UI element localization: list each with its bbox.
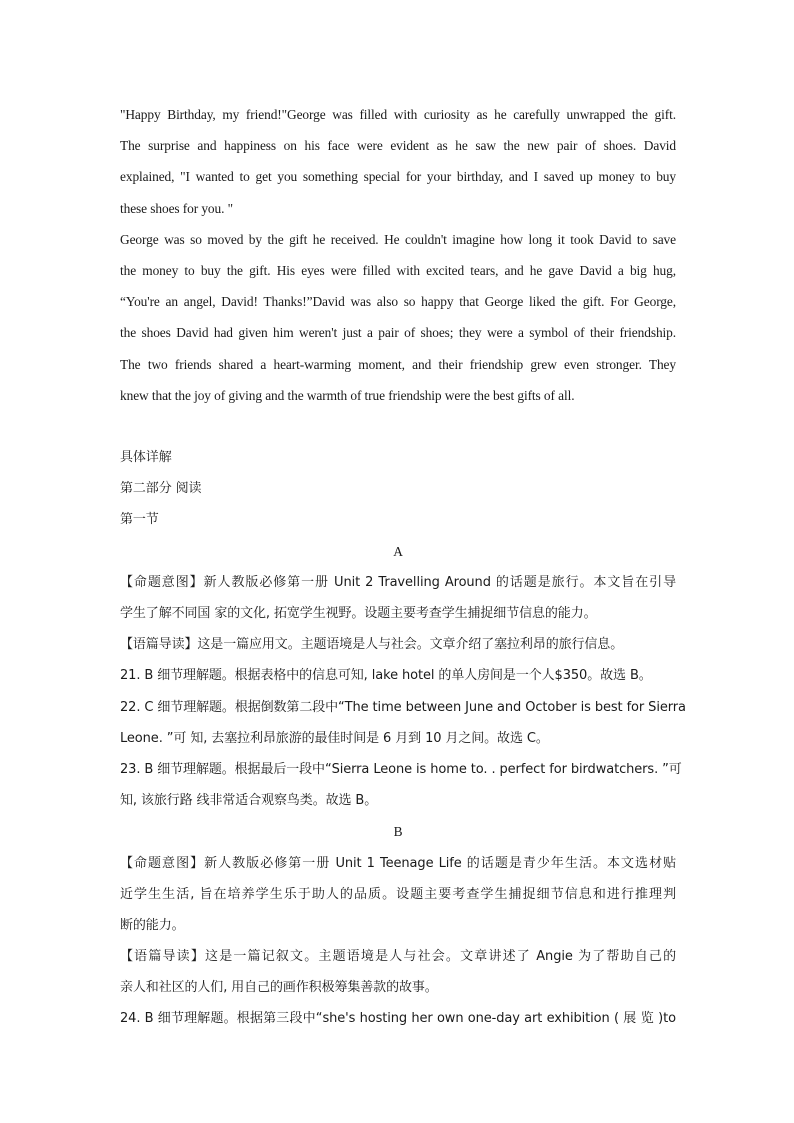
part-title: 第二部分 阅读 [120, 481, 202, 497]
spacer [120, 411, 676, 442]
explanation-line: 【命题意图】新人教版必修第一册 Unit 1 Teenage Life 的话题是青少年生活。本文选材贴 [120, 855, 676, 871]
story-line: The surprise and happiness on his face were evident as he saw the new pair of shoes. David [120, 138, 676, 154]
section-title: 第一节 [120, 512, 159, 528]
explanation-line: 23. B 细节理解题。根据最后一段中“Sierra Leone is home to. . perfect for birdwatchers. ”可 [120, 761, 682, 777]
story-line: explained, "I wanted to get you something special for your birthday, and I saved up money to buy [120, 169, 676, 185]
story-line: the shoes David had given him weren't just a pair of shoes; they were a symbol of their friendship. [120, 325, 676, 341]
explanation-line: 亲人和社区的人们, 用自己的画作积极筹集善款的故事。 [120, 980, 438, 996]
explanation-line: 24. B 细节理解题。根据第三段中“she's hosting her own one-day art exhibition ( 展 览 )to [120, 1011, 676, 1027]
story-line: these shoes for you. " [120, 200, 233, 216]
explanation-line: 断的能力。 [120, 917, 185, 933]
explanation-line: 【命题意图】新人教版必修第一册 Unit 2 Travelling Around 的话题是旅行。本文旨在引导 [120, 574, 676, 590]
explanation-line: 22. C 细节理解题。根据倒数第二段中“The time between June and October is best for Sierra [120, 699, 686, 715]
story-line: "Happy Birthday, my friend!"George was filled with curiosity as he carefully unwrapped the gift. [120, 107, 676, 122]
passage-a-explanation [120, 567, 686, 817]
explanation-line: 21. B 细节理解题。根据表格中的信息可知, lake hotel 的单人房间是一个人$350。故选 B。 [120, 668, 652, 684]
explanation-line: 近学生生活, 旨在培养学生乐于助人的品质。设题主要考查学生捕捉细节信息和进行推理判 [120, 886, 676, 902]
story-line: The two friends shared a heart-warming moment, and their friendship grew even stronger. They [120, 356, 676, 372]
passage-b-letter: B [393, 824, 403, 840]
story-text [120, 99, 676, 411]
story-line: the money to buy the gift. His eyes were filled with excited tears, and he gave David a big hug, [120, 262, 676, 278]
explanation-line: 【语篇导读】这是一篇应用文。主题语境是人与社会。文章介绍了塞拉利昂的旅行信息。 [120, 637, 624, 653]
explanation-line: Leone. ”可 知, 去塞拉利昂旅游的最佳时间是 6 月到 10 月之间。故选 C。 [120, 730, 549, 746]
explanation-heading: 具体详解 [120, 450, 172, 466]
story-line: knew that the joy of giving and the warmth of true friendship were the best gifts of all. [120, 387, 575, 403]
passage-b-explanation [120, 848, 676, 1035]
explanation-line: 学生了解不同国 家的文化, 拓宽学生视野。设题主要考查学生捕捉细节信息的能力。 [120, 606, 597, 621]
story-line: George was so moved by the gift he received. He couldn't imagine how long it took David to save [120, 231, 676, 247]
story-line: “You're an angel, David! Thanks!”David was also so happy that George liked the gift. For George, [120, 294, 676, 310]
passage-a-letter: A [393, 543, 403, 559]
explanation-line: 知, 该旅行路 线非常适合观察鸟类。故选 B。 [120, 793, 378, 809]
document-page [120, 99, 686, 1035]
explanation-line: 【语篇导读】这是一篇记叙文。主题语境是人与社会。文章讲述了 Angie 为了帮助自己的 [120, 949, 676, 965]
